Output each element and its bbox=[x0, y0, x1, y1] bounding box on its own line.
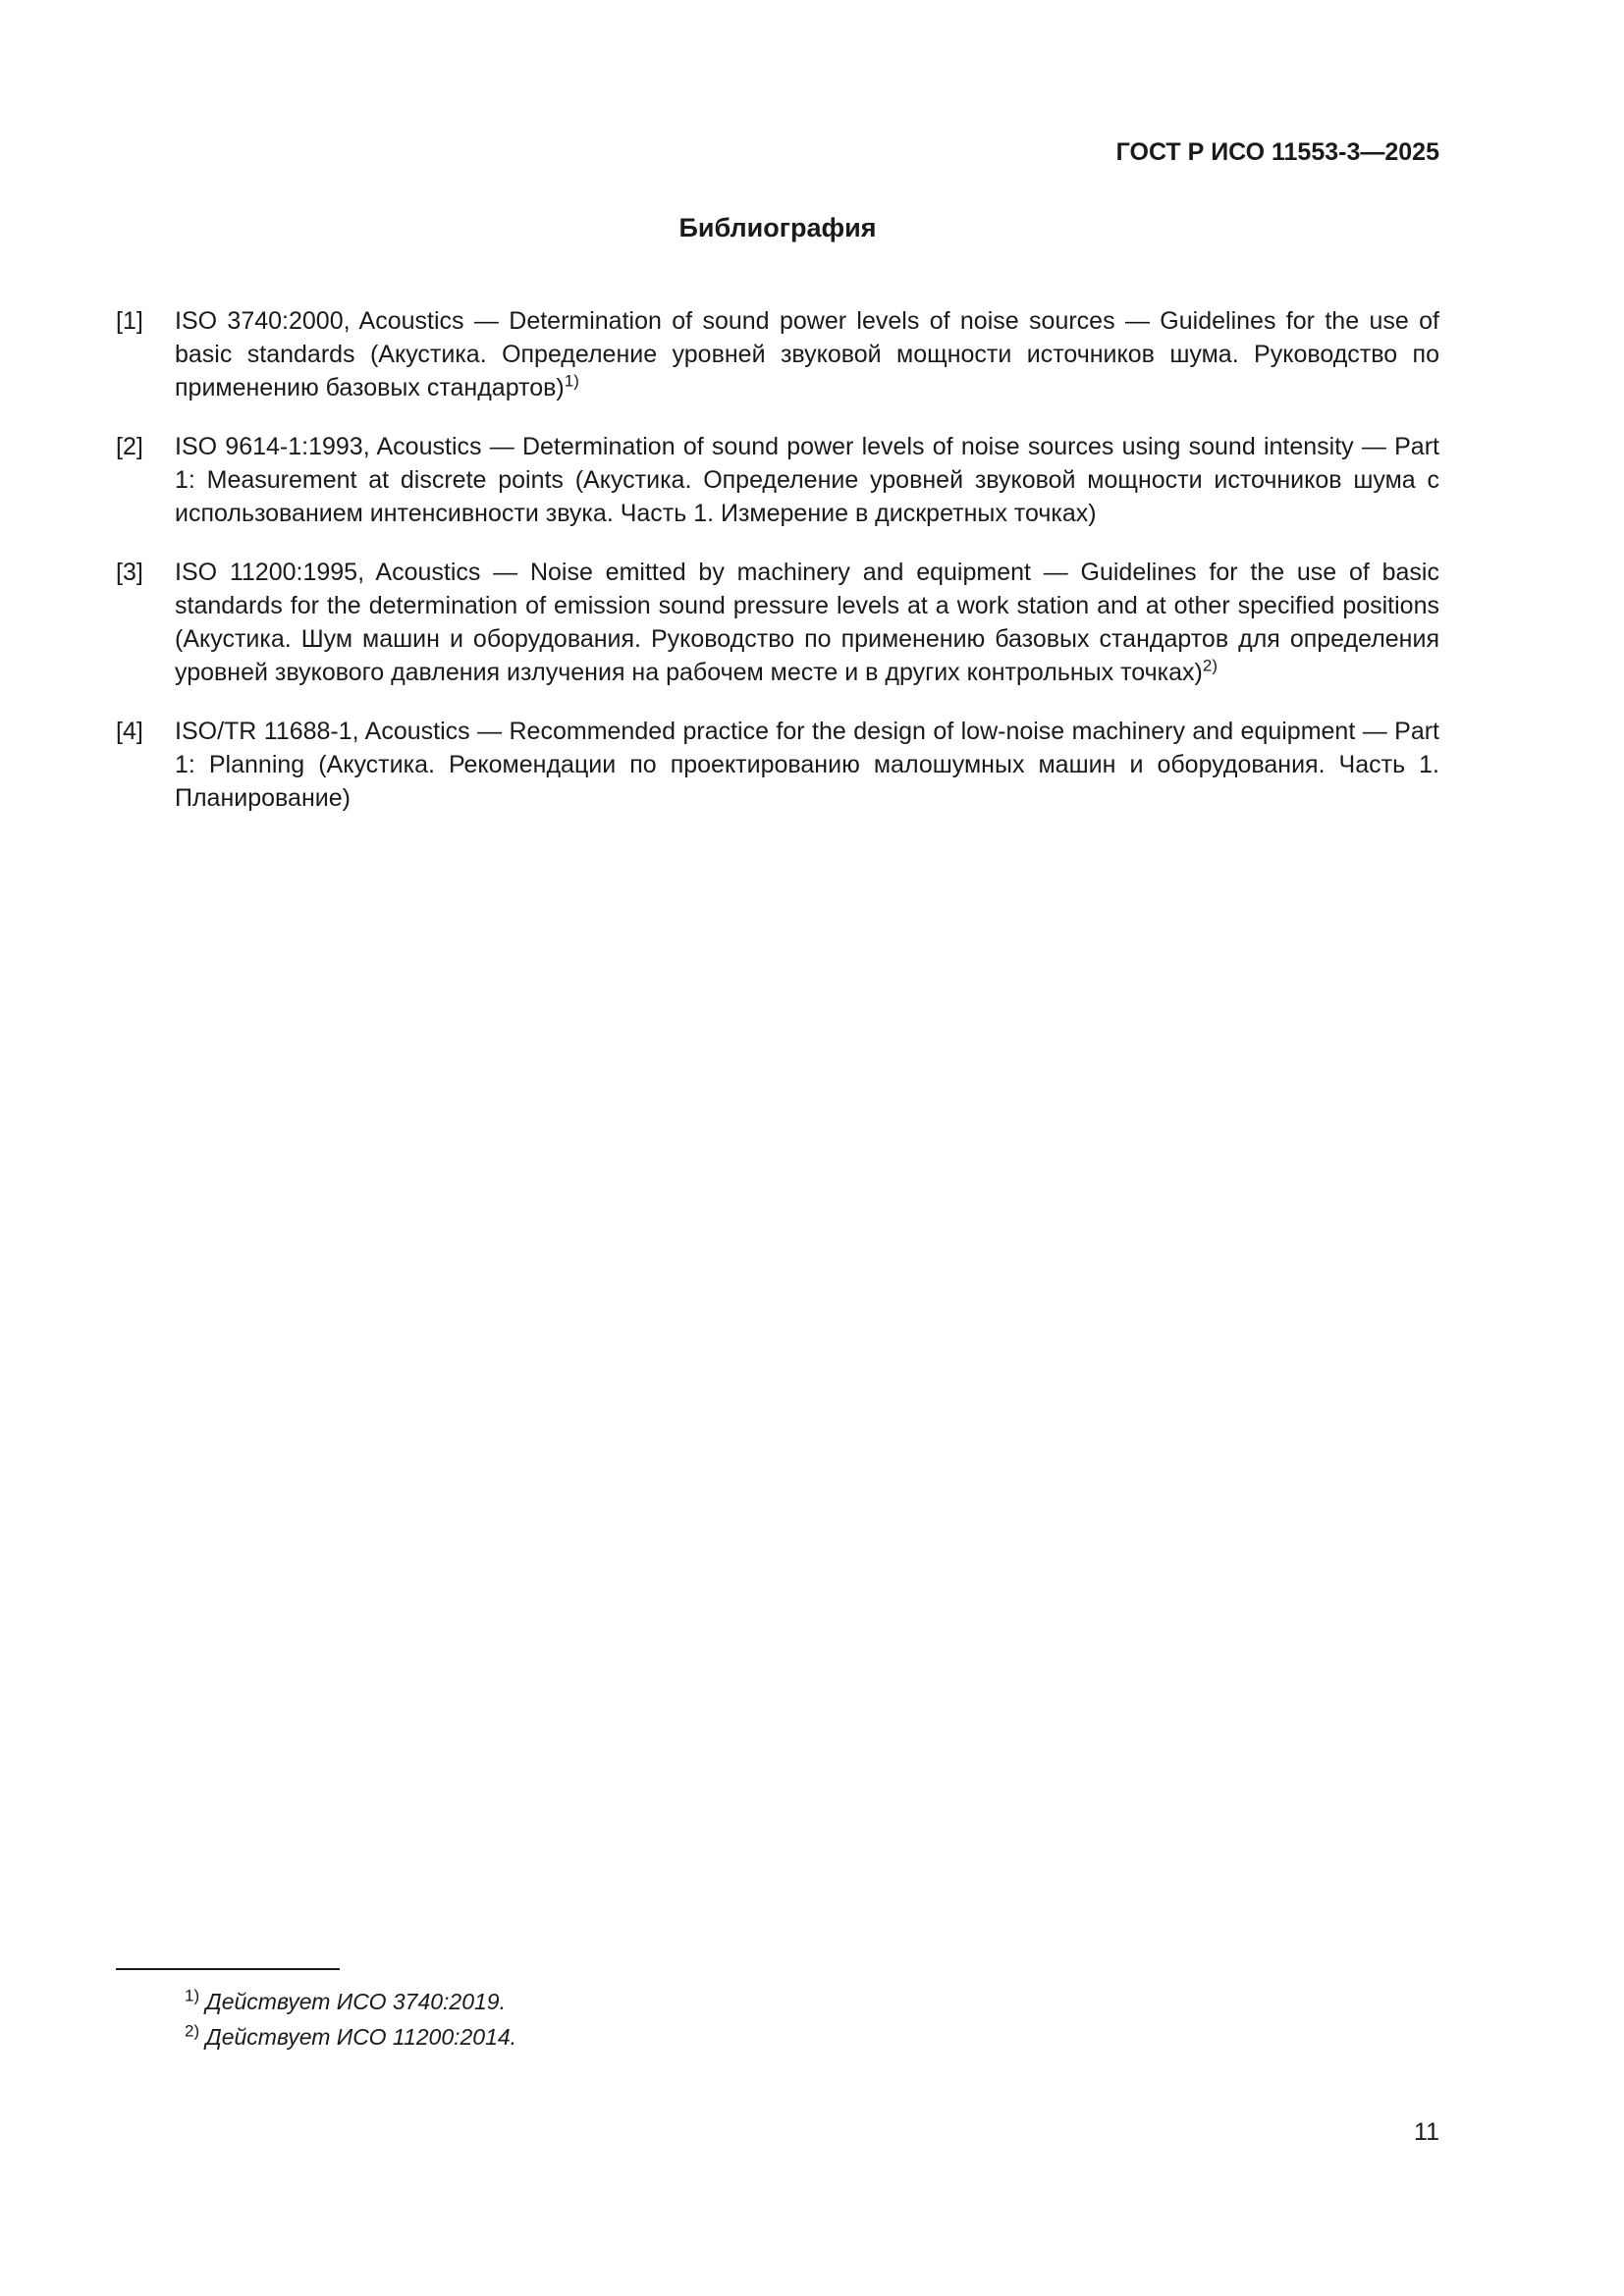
footnote-ref: 1) bbox=[564, 371, 579, 391]
entry-number: [4] bbox=[116, 718, 143, 745]
entry-text bbox=[175, 556, 1439, 689]
footnote-ref: 2) bbox=[1202, 656, 1218, 675]
entry-body: ISO/TR 11688-1, Acoustics — Recommended practice for the design of low-noise machinery and equipment — Part 1: Planning (Акустика. Рекомендации по проектированию малошумных машин и оборудования. Часть 1. Планирование) bbox=[175, 718, 1439, 812]
entry-number: [3] bbox=[116, 559, 143, 586]
entry-body: ISO 9614-1:1993, Acoustics — Determination of sound power levels of noise sources using sound intensity — Part 1: Measurement at discrete points (Акустика. Определение уровней звуковой мощности источников шума с использованием интенсивности звука. Часть 1. Измерение в дискретных точках) bbox=[175, 433, 1439, 527]
document-header: ГОСТ Р ИСО 11553-3—2025 bbox=[1115, 138, 1439, 166]
bibliography-entry bbox=[116, 304, 1439, 404]
footnote bbox=[116, 2019, 1439, 2055]
bibliography-entry bbox=[116, 556, 1439, 689]
footnote-text: Действует ИСО 11200:2014. bbox=[205, 2024, 517, 2050]
bibliography-entry bbox=[116, 430, 1439, 530]
entry-number: [1] bbox=[116, 307, 143, 335]
entry-text bbox=[175, 430, 1439, 530]
entry-text bbox=[175, 715, 1439, 815]
page-number: 11 bbox=[1414, 2118, 1439, 2146]
footnote-marker: 2) bbox=[185, 2021, 200, 2041]
entry-number: [2] bbox=[116, 433, 143, 460]
footnote-text: Действует ИСО 3740:2019. bbox=[205, 1989, 506, 2014]
bibliography-list bbox=[116, 304, 1439, 815]
footnote bbox=[116, 1984, 1439, 2019]
footnote-divider bbox=[116, 1968, 340, 1970]
bibliography-entry bbox=[116, 715, 1439, 815]
entry-text bbox=[175, 304, 1439, 404]
footnote-marker: 1) bbox=[185, 1986, 200, 2005]
entry-body: ISO 11200:1995, Acoustics — Noise emitted by machinery and equipment — Guidelines for the use of basic standards for the determination of emission sound pressure levels at a work station and at other specified positions (Акустика. Шум машин и оборудования. Руководство по применению базовых стандартов для определения уровней звукового давления излучения на рабочем месте и в других контрольных точках) bbox=[175, 559, 1439, 686]
entry-body: ISO 3740:2000, Acoustics — Determination of sound power levels of noise sources — Guidelines for the use of basic standards (Акустика. Определение уровней звуковой мощности источников шума. Руководство по применению базовых стандартов) bbox=[175, 307, 1439, 401]
page-title: Библиография bbox=[678, 213, 877, 242]
footnotes-section bbox=[116, 1968, 1439, 2055]
